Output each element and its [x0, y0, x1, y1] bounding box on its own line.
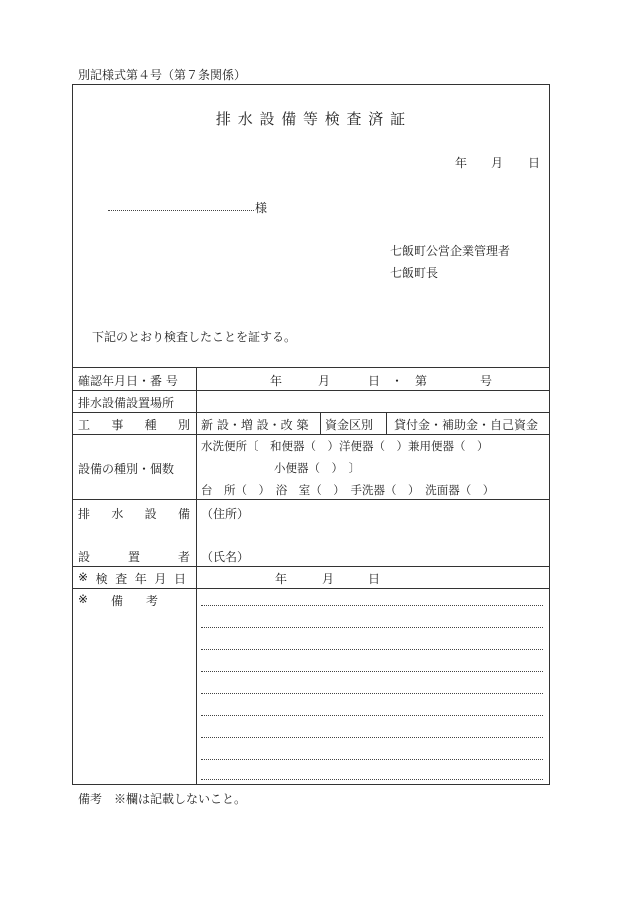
- label-char: ※: [78, 570, 89, 584]
- remarks-line[interactable]: [201, 715, 543, 716]
- equipment-line-2[interactable]: 小便器（ ） 〕: [274, 461, 361, 475]
- issuer-line-2: 七飯町長: [390, 266, 439, 280]
- confirm-month: 月: [318, 374, 331, 388]
- work-row-divider: [386, 412, 387, 434]
- remarks-line[interactable]: [201, 737, 543, 738]
- label-char: 備: [111, 594, 124, 608]
- location-field[interactable]: [198, 391, 548, 411]
- owner-label-line-2: [78, 548, 190, 565]
- issue-date-day: 日: [528, 156, 541, 170]
- issue-date-year: 年: [455, 156, 468, 170]
- remarks-line[interactable]: [201, 671, 543, 672]
- equipment-label: 設備の種別・個数: [78, 462, 175, 476]
- label-char: 日: [173, 572, 186, 586]
- addressee-honorific: 様: [255, 201, 268, 215]
- label-char: 水: [111, 507, 124, 521]
- remarks-line[interactable]: [201, 649, 543, 650]
- label-char: 考: [145, 594, 158, 608]
- confirm-number-suffix: 号: [480, 374, 493, 388]
- label-char: 検: [95, 572, 108, 586]
- row-divider: [72, 434, 550, 435]
- label-char: 工: [78, 418, 91, 432]
- equipment-line-3[interactable]: 台 所（ ） 浴 室（ ） 手洗器（ ） 洗面器（ ）: [201, 483, 495, 497]
- location-label: 排水設備設置場所: [78, 396, 175, 410]
- addressee-blank-line[interactable]: [108, 210, 254, 211]
- label-char: 事: [111, 418, 124, 432]
- label-char: 査: [115, 572, 128, 586]
- work-type-options[interactable]: 新 設・増 設・改 築: [201, 418, 309, 432]
- label-char: 者: [177, 550, 190, 564]
- label-char: 備: [177, 507, 190, 521]
- remarks-label: [78, 592, 158, 609]
- row-divider: [72, 499, 550, 500]
- remarks-line[interactable]: [201, 627, 543, 628]
- confirm-year: 年: [270, 374, 283, 388]
- footnote: 備考 ※欄は記載しないこと。: [78, 792, 247, 806]
- remarks-line[interactable]: [201, 693, 543, 694]
- row-divider: [72, 412, 550, 413]
- owner-address-label: （住所）: [201, 507, 250, 521]
- confirm-date-label: 確認年月日・番 号: [78, 374, 178, 388]
- label-char: 置: [127, 550, 140, 564]
- funding-label: 資金区別: [325, 418, 374, 432]
- owner-name-label: （氏名）: [201, 550, 250, 564]
- work-row-divider: [320, 412, 321, 434]
- label-char: 月: [154, 572, 167, 586]
- remarks-line[interactable]: [201, 759, 543, 760]
- certification-statement: 下記のとおり検査したことを証する。: [92, 330, 297, 344]
- owner-label-line-1: [78, 505, 190, 522]
- label-char: ※: [78, 592, 89, 606]
- funding-options[interactable]: 貸付金・補助金・自己資金: [394, 418, 539, 432]
- label-char: 年: [134, 572, 147, 586]
- equipment-line-1[interactable]: 水洗便所〔 和便器（ ）洋便器（ ）兼用便器（ ）: [201, 439, 489, 453]
- inspection-date-label: [78, 570, 186, 587]
- issuer-line-1: 七飯町公営企業管理者: [390, 244, 511, 258]
- confirm-day: 日: [368, 374, 381, 388]
- row-divider: [72, 588, 550, 589]
- confirm-number-prefix: 第: [415, 374, 428, 388]
- label-char: 設: [144, 507, 157, 521]
- certificate-title: 排 水 設 備 等 検 査 済 証: [215, 110, 407, 128]
- form-reference: 別記様式第４号（第７条関係）: [78, 68, 247, 82]
- inspection-day: 日: [368, 572, 381, 586]
- label-char: 設: [78, 550, 91, 564]
- label-column-divider: [196, 367, 197, 785]
- label-char: 種: [144, 418, 157, 432]
- remarks-line[interactable]: [201, 779, 543, 780]
- inspection-month: 月: [322, 572, 335, 586]
- remarks-line[interactable]: [201, 605, 543, 606]
- issue-date-month: 月: [491, 156, 504, 170]
- inspection-year: 年: [275, 572, 288, 586]
- confirm-separator: ・: [391, 374, 404, 388]
- row-divider: [72, 566, 550, 567]
- label-char: 排: [78, 507, 91, 521]
- work-type-label: [78, 416, 190, 433]
- table-top-border: [72, 367, 550, 368]
- label-char: 別: [177, 418, 190, 432]
